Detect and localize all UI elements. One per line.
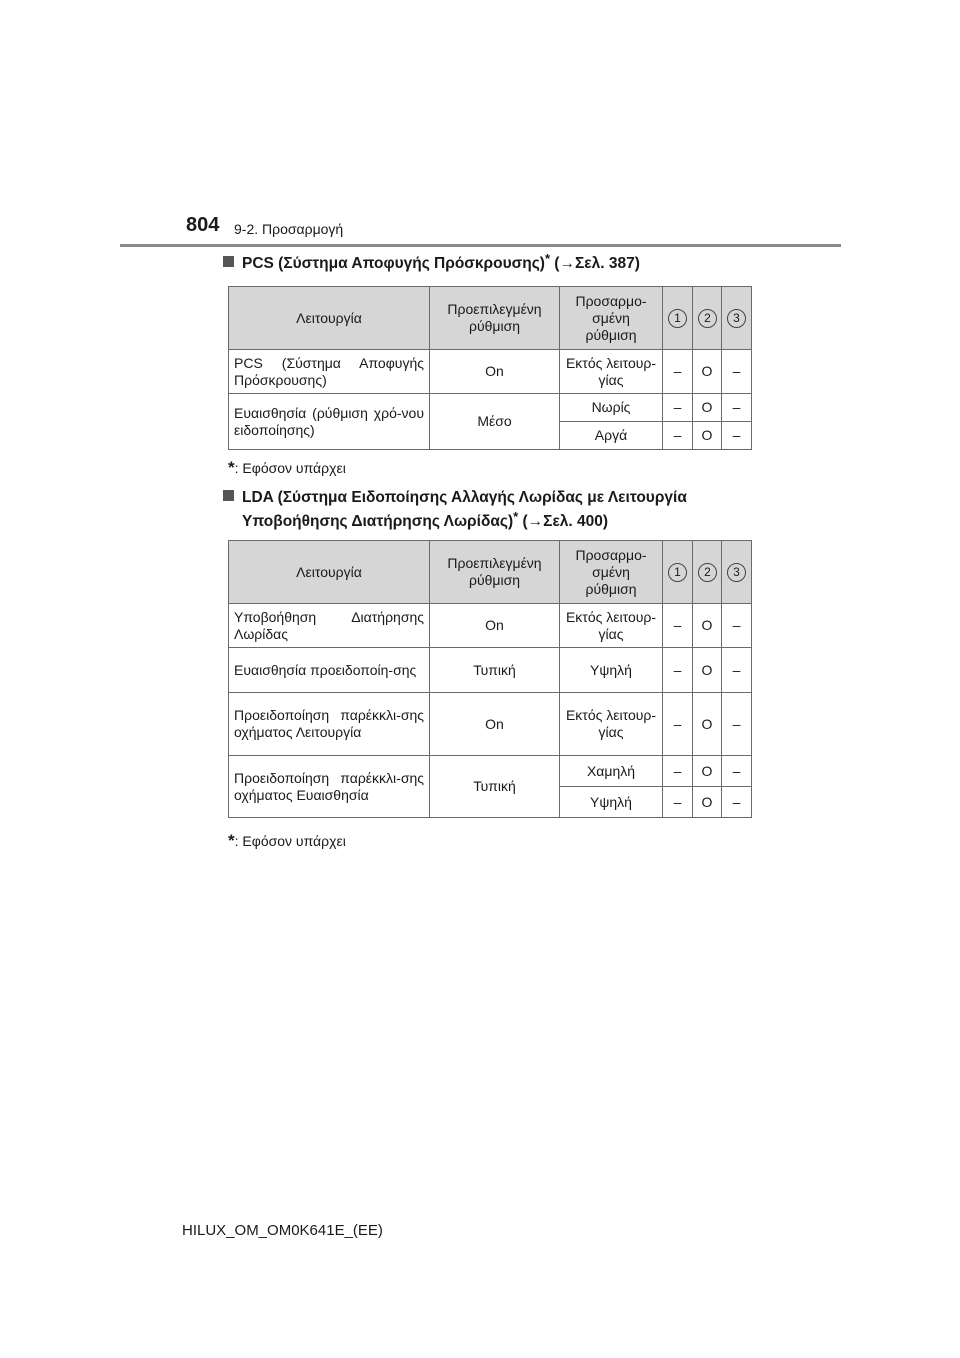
cell-c2: O xyxy=(693,648,722,693)
header-col-1 xyxy=(663,287,693,350)
table-row xyxy=(229,648,752,693)
cell-custom: Εκτός λειτουρ-γίας xyxy=(560,604,663,648)
cell-c1: – xyxy=(663,756,693,787)
lda-settings-table xyxy=(228,540,752,818)
footnote-star: * xyxy=(228,831,235,850)
cell-c3: – xyxy=(722,648,752,693)
header-custom: Προσαρμο-σμένη ρύθμιση xyxy=(560,287,663,350)
circled-number-3: 3 xyxy=(727,563,746,582)
cell-c1: – xyxy=(663,394,693,422)
bullet-square-icon xyxy=(223,490,234,501)
footnote xyxy=(228,831,346,851)
cell-function: Ευαισθησία (ρύθμιση χρό-νου ειδοποίησης) xyxy=(229,394,430,450)
cell-default: Τυπική xyxy=(430,756,560,818)
page-number: 804 xyxy=(186,214,220,236)
header-custom: Προσαρμο-σμένη ρύθμιση xyxy=(560,541,663,604)
header-default: Προεπιλεγμένη ρύθμιση xyxy=(430,287,560,350)
footnote-text: : Εφόσον υπάρχει xyxy=(234,833,346,849)
cell-default: Τυπική xyxy=(430,648,560,693)
cell-function: Υποβοήθηση Διατήρησης Λωρίδας xyxy=(229,604,430,648)
cell-custom: Νωρίς xyxy=(560,394,663,422)
cell-function: Προειδοποίηση παρέκκλι-σης οχήματος Ευαισθησία xyxy=(229,756,430,818)
cell-c3: – xyxy=(722,394,752,422)
header-function: Λειτουργία xyxy=(229,287,430,350)
table-header-row xyxy=(229,287,752,350)
header-col-3 xyxy=(722,287,752,350)
cell-c1: – xyxy=(663,787,693,818)
header-col-2 xyxy=(693,287,722,350)
cell-custom: Υψηλή xyxy=(560,787,663,818)
cell-c3: – xyxy=(722,350,752,394)
cell-function: Προειδοποίηση παρέκκλι-σης οχήματος Λειτουργία xyxy=(229,693,430,756)
cell-custom: Εκτός λειτουρ-γίας xyxy=(560,693,663,756)
page-reference: (→Σελ. 400) xyxy=(518,513,609,530)
cell-default: On xyxy=(430,604,560,648)
footnote xyxy=(228,458,346,478)
footnote-star: * xyxy=(544,251,550,266)
cell-c1: – xyxy=(663,422,693,450)
cell-custom: Αργά xyxy=(560,422,663,450)
header-col-1 xyxy=(663,541,693,604)
table-row xyxy=(229,394,752,422)
cell-c1: – xyxy=(663,350,693,394)
table-row xyxy=(229,350,752,394)
cell-c3: – xyxy=(722,604,752,648)
table-row xyxy=(229,604,752,648)
cell-custom: Εκτός λειτουρ-γίας xyxy=(560,350,663,394)
document-code: HILUX_OM_OM0K641E_(EE) xyxy=(182,1222,383,1239)
cell-function: PCS (Σύστημα Αποφυγής Πρόσκρουσης) xyxy=(229,350,430,394)
cell-default: On xyxy=(430,350,560,394)
cell-custom: Υψηλή xyxy=(560,648,663,693)
cell-c3: – xyxy=(722,756,752,787)
section-title: PCS (Σύστημα Αποφυγής Πρόσκρουσης) xyxy=(242,255,545,272)
table-header-row xyxy=(229,541,752,604)
footnote-star: * xyxy=(513,509,519,524)
cell-c2: O xyxy=(693,787,722,818)
section-title-line2: Υποβοήθησης Διατήρησης Λωρίδας) xyxy=(242,513,514,530)
cell-c2: O xyxy=(693,394,722,422)
circled-number-3: 3 xyxy=(727,309,746,328)
pcs-settings-table xyxy=(228,286,752,450)
page-reference: (→Σελ. 387) xyxy=(550,255,640,272)
cell-default: On xyxy=(430,693,560,756)
cell-c2: O xyxy=(693,693,722,756)
cell-c1: – xyxy=(663,604,693,648)
header-function: Λειτουργία xyxy=(229,541,430,604)
section-title-line1: LDA (Σύστημα Ειδοποίησης Αλλαγής Λωρίδας με Λειτουργία xyxy=(242,489,687,506)
section-heading-lda xyxy=(223,486,750,534)
table-row xyxy=(229,756,752,787)
cell-c2: O xyxy=(693,756,722,787)
cell-c3: – xyxy=(722,693,752,756)
section-heading-pcs xyxy=(223,252,750,276)
cell-default: Μέσο xyxy=(430,394,560,450)
footnote-star: * xyxy=(228,458,235,477)
cell-custom: Χαμηλή xyxy=(560,756,663,787)
circled-number-1: 1 xyxy=(668,309,687,328)
cell-c2: O xyxy=(693,422,722,450)
header-col-2 xyxy=(693,541,722,604)
header-rule xyxy=(120,244,841,247)
header-default: Προεπιλεγμένη ρύθμιση xyxy=(430,541,560,604)
cell-function: Ευαισθησία προειδοποίη-σης xyxy=(229,648,430,693)
chapter-title: 9-2. Προσαρμογή xyxy=(234,221,344,237)
cell-c3: – xyxy=(722,787,752,818)
cell-c3: – xyxy=(722,422,752,450)
circled-number-2: 2 xyxy=(698,563,717,582)
table-row xyxy=(229,693,752,756)
circled-number-2: 2 xyxy=(698,309,717,328)
cell-c2: O xyxy=(693,604,722,648)
cell-c2: O xyxy=(693,350,722,394)
cell-c1: – xyxy=(663,648,693,693)
cell-c1: – xyxy=(663,693,693,756)
bullet-square-icon xyxy=(223,256,234,267)
footnote-text: : Εφόσον υπάρχει xyxy=(234,460,346,476)
header-col-3 xyxy=(722,541,752,604)
circled-number-1: 1 xyxy=(668,563,687,582)
